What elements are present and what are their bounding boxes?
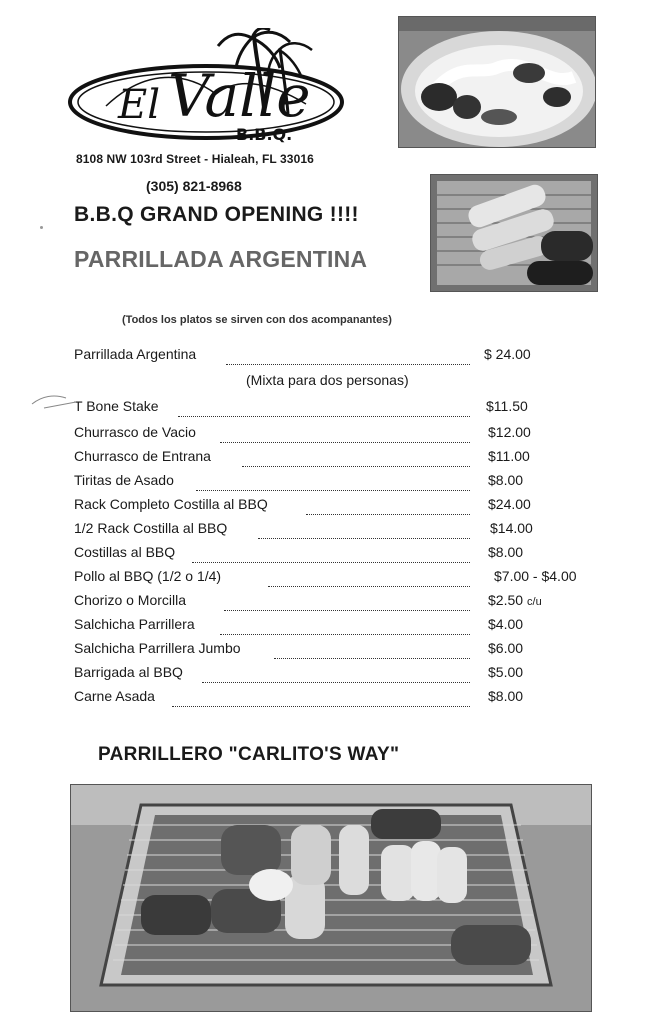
menu-item-price (488, 592, 542, 608)
menu-item-price: $ 24.00 (484, 346, 531, 362)
menu-item-price: $11.50 (486, 398, 528, 414)
dot-leader (306, 504, 470, 515)
svg-text:B.B.Q.: B.B.Q. (236, 125, 293, 144)
dot-leader (172, 696, 470, 707)
menu-item (74, 398, 604, 418)
menu-item-price: $8.00 (488, 472, 524, 488)
menu-item (74, 520, 604, 540)
menu-item-price: $12.00 (488, 424, 531, 440)
dot-leader (220, 432, 470, 443)
dot-leader (258, 528, 470, 539)
menu-item-price: $24.00 (488, 496, 531, 512)
menu-item-name: 1/2 Rack Costilla al BBQ (74, 520, 228, 536)
menu-item-name: Pollo al BBQ (1/2 o 1/4) (74, 568, 222, 584)
grill-meats-photo (70, 784, 592, 1012)
menu-item-name: Salchicha Parrillera (74, 616, 195, 632)
grilled-sausages-photo (430, 174, 598, 292)
speck (40, 226, 43, 229)
menu-item-name: Parrillada Argentina (74, 346, 197, 362)
menu-item (74, 346, 604, 366)
menu-item-name: Carne Asada (74, 688, 155, 704)
grill-flames-photo (398, 16, 596, 148)
parrillero-heading: PARRILLERO "CARLITO'S WAY" (98, 744, 400, 765)
svg-text:El: El (118, 82, 160, 128)
menu-item-name: T Bone Stake (74, 398, 159, 414)
menu-item (74, 688, 604, 708)
grand-opening-heading: B.B.Q GRAND OPENING !!!! (74, 203, 359, 226)
menu-item (74, 664, 604, 684)
dot-leader (220, 624, 470, 635)
menu-item (74, 592, 604, 612)
dot-leader (268, 576, 470, 587)
menu-item-name: Chorizo o Morcilla (74, 592, 187, 608)
menu-item-price-value: $2.50 (488, 592, 524, 608)
pen-scribble (30, 388, 80, 412)
menu-item-name: Salchicha Parrillera Jumbo (74, 640, 241, 656)
menu-item-name: Rack Completo Costilla al BBQ (74, 496, 268, 512)
menu-item-price-unit: c/u (527, 596, 542, 608)
menu-item (74, 472, 604, 492)
menu-item (74, 424, 604, 444)
menu-item (74, 448, 604, 468)
phone-number: (305) 821-8968 (146, 178, 242, 194)
dot-leader (226, 354, 470, 365)
menu-item-price: $5.00 (488, 664, 524, 680)
dot-leader (192, 552, 470, 563)
menu-item-price: $6.00 (488, 640, 524, 656)
svg-text:Valle: Valle (168, 62, 311, 130)
dot-leader (274, 648, 470, 659)
menu-item-price: $4.00 (488, 616, 524, 632)
dot-leader (224, 600, 470, 611)
dot-leader (178, 406, 470, 417)
menu-item-subnote: (Mixta para dos personas) (246, 372, 409, 388)
menu-item-price: $11.00 (488, 448, 530, 464)
dot-leader (202, 672, 470, 683)
menu-item (74, 616, 604, 636)
menu-item-price: $7.00 - $4.00 (494, 568, 577, 584)
dot-leader (242, 456, 470, 467)
menu-item (74, 544, 604, 564)
menu-item (74, 640, 604, 660)
dot-leader (196, 480, 470, 491)
el-valle-logo (66, 28, 356, 148)
menu-item (74, 568, 604, 588)
menu-item (74, 496, 604, 516)
address: 8108 NW 103rd Street - Hialeah, FL 33016 (76, 152, 314, 166)
section-title: PARRILLADA ARGENTINA (74, 246, 368, 272)
menu-item-name: Churrasco de Vacio (74, 424, 196, 440)
menu-item-name: Barrigada al BBQ (74, 664, 183, 680)
menu-item-price: $8.00 (488, 688, 524, 704)
menu-item-price: $8.00 (488, 544, 524, 560)
menu-item-name: Churrasco de Entrana (74, 448, 211, 464)
menu-item-name: Tiritas de Asado (74, 472, 174, 488)
side-dish-note: (Todos los platos se sirven con dos acompanantes) (122, 314, 392, 326)
menu-item-price: $14.00 (490, 520, 533, 536)
menu-item-name: Costillas al BBQ (74, 544, 176, 560)
